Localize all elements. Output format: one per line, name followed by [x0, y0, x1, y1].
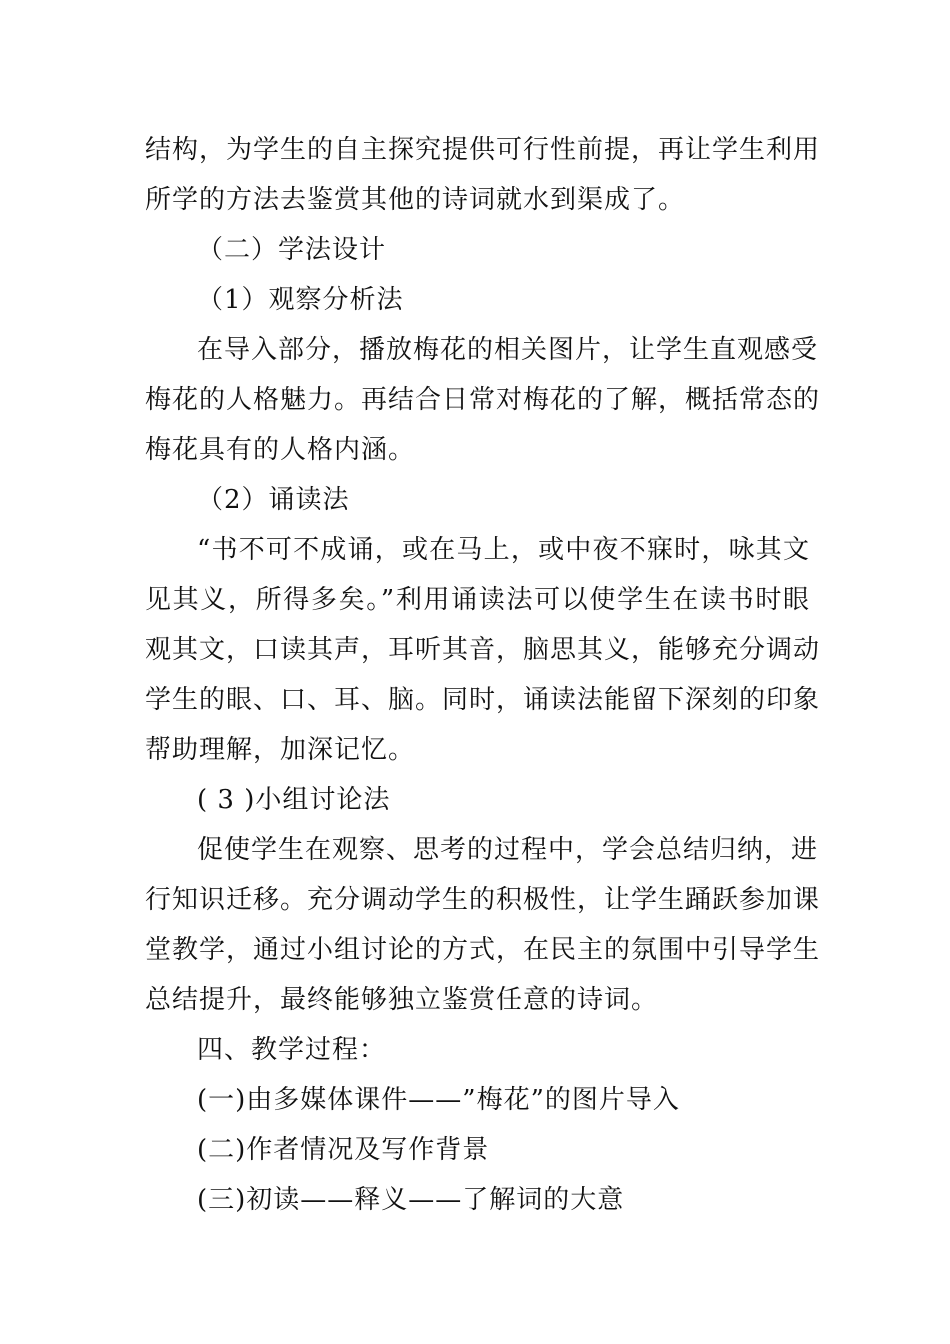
- paragraph-line: 见其义，所得多矣。”利用诵读法可以使学生在读书时眼: [145, 585, 810, 615]
- paragraph-line: 在导入部分，播放梅花的相关图片，让学生直观感受: [197, 335, 819, 365]
- paragraph-line: 观其文，口读其声，耳听其音，脑思其义，能够充分调动: [145, 635, 821, 665]
- paragraph-line: 结构，为学生的自主探究提供可行性前提，再让学生利用: [145, 135, 821, 165]
- section-heading: （二）学法设计: [197, 235, 387, 265]
- process-step: (一)由多媒体课件——”梅花”的图片导入: [197, 1085, 680, 1115]
- paragraph-line: 帮助理解，加深记忆。: [145, 735, 416, 765]
- paragraph-line: 所学的方法去鉴赏其他的诗词就水到渠成了。: [145, 185, 686, 215]
- paragraph-line: 堂教学，通过小组讨论的方式，在民主的氛围中引导学生: [145, 935, 821, 965]
- paragraph-line: 梅花的人格魅力。再结合日常对梅花的了解，概括常态的: [145, 385, 821, 415]
- paragraph-line: 梅花具有的人格内涵。: [145, 435, 416, 465]
- subsection-heading: （2）诵读法: [197, 485, 350, 515]
- paragraph-line: 总结提升，最终能够独立鉴赏任意的诗词。: [145, 985, 659, 1015]
- paragraph-line: 学生的眼、口、耳、脑。同时，诵读法能留下深刻的印象: [145, 685, 821, 715]
- paragraph-line: 促使学生在观察、思考的过程中，学会总结归纳，进: [197, 835, 819, 865]
- paragraph-line: 行知识迁移。充分调动学生的积极性，让学生踊跃参加课: [145, 885, 821, 915]
- process-step: (三)初读——释义——了解词的大意: [197, 1185, 625, 1215]
- paragraph-line: “书不可不成诵，或在马上，或中夜不寐时，咏其文: [197, 535, 810, 565]
- section-heading: 四、教学过程：: [197, 1035, 387, 1065]
- subsection-heading: ( 3 )小组讨论法: [197, 785, 391, 815]
- subsection-heading: （1）观察分析法: [197, 285, 404, 315]
- process-step: (二)作者情况及写作背景: [197, 1135, 490, 1165]
